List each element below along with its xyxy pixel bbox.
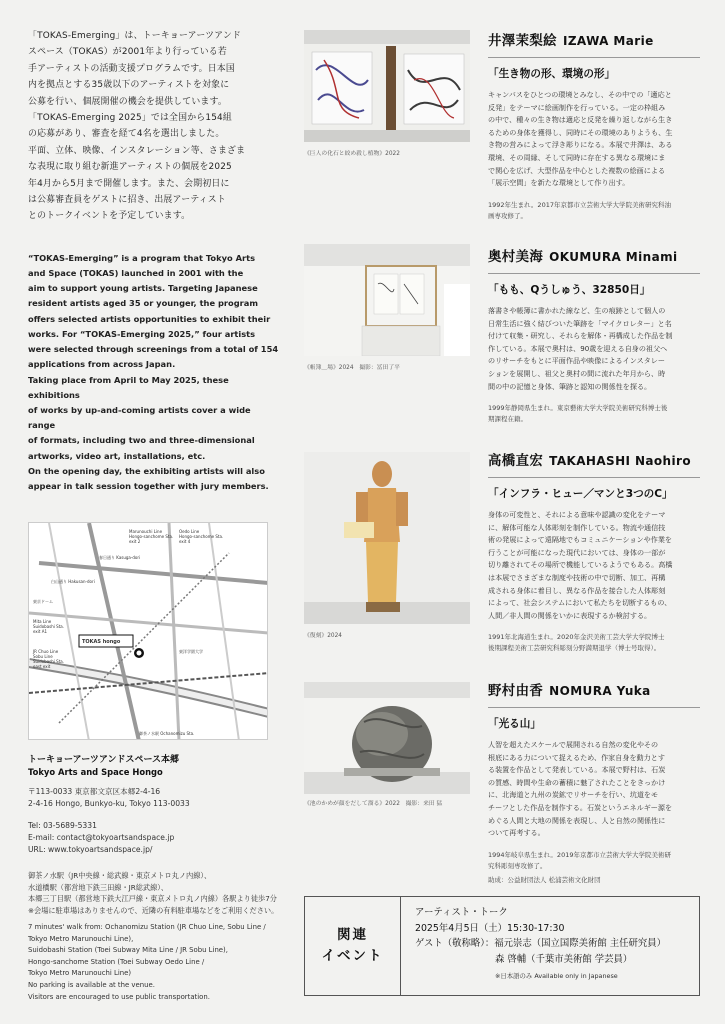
event-label-line1: 関連 <box>337 927 368 943</box>
artist-bio: 1999年静岡県生まれ。東京藝術大学大学院美術研究科博士後 期課程在籍。 <box>488 404 668 424</box>
intro-en-paragraph-1: “TOKAS-Emerging” is a program that Tokyo Arts and Space (TOKAS) launched in 2001 with the aim to support young artists. Targeting Japanese resident artists aged 35 or younger, the program offers selected artists opportunities to exhibit their works. For “TOKAS-Emerging 2025,” four artists were selected through screenings from a total of 154 applications from across Japan. <box>28 252 279 370</box>
artist-name <box>488 450 700 469</box>
event-datetime: 2025年4月5日（土）15:30-17:30 <box>415 922 565 934</box>
artist-name-en: OKUMURA Minami <box>549 250 678 264</box>
divider <box>488 57 700 58</box>
artist-name-en: TAKAHASHI Naohiro <box>549 454 691 468</box>
event-label-line2: イベント <box>321 948 384 964</box>
intro-japanese <box>28 28 280 225</box>
exhibition-title: 「光る山」 <box>488 718 541 730</box>
exhibition-title: 「生き物の形、環境の形」 <box>488 68 616 80</box>
artist-name-jp: 高橋直宏 <box>488 454 544 469</box>
divider <box>488 273 700 274</box>
caption-takahashi: 《復刻》2024 <box>304 633 342 639</box>
exhibition-title: 「もも、Qうしゅう、32850日」 <box>488 284 651 296</box>
artwork-photo-takahashi <box>304 452 470 624</box>
event-guest-1: ゲスト（敬称略）：福元崇志（国立国際美術館 主任研究員） <box>415 938 667 949</box>
venue-name-jp: トーキョーアーツアンドスペース本郷 <box>28 755 180 765</box>
intro-jp-paragraph-1: 「TOKAS-Emerging」は、トーキョーアーツアンド スペース（TOKAS）が2001年より行っている若 手アーティストの活動支援プログラムです。日本国 内を拠点とする35歳以下のアーティストを対象に 公募を行い、個展開催の機会を提供しています。 <box>28 31 242 107</box>
map-label-kasuga: 春日通り Kasuga-dori <box>99 555 141 560</box>
map-graphic <box>29 523 268 740</box>
artist-name-jp: 野村由香 <box>488 684 544 699</box>
caption-izawa: 《巨人の化石と絞め殺し植物》2022 <box>304 151 400 157</box>
intro-english <box>28 251 280 494</box>
artwork-photo-izawa <box>304 30 470 142</box>
map-label-mita: Mita Line Suidobashi Sta. exit A1 <box>33 619 64 634</box>
artist-izawa <box>488 30 700 222</box>
artist-name-en: IZAWA Marie <box>562 34 654 48</box>
artist-name-en: NOMURA Yuka <box>549 684 651 698</box>
artist-nomura <box>488 680 700 884</box>
map-label-ochanomizu: 御茶ノ水駅 Ochanomizu Sta. <box>139 731 195 736</box>
map-label-hakusan: 白山通り Hakusan-dori <box>51 579 95 584</box>
intro-column <box>28 28 280 494</box>
venue-name-en: Tokyo Arts and Space Hongo <box>28 767 163 777</box>
artist-description: 落書きや帳簿に書かれた線など、生の痕跡として個人の 日常生活に強く結びついた筆跡を「マイクロレター」と名 付けて収集・研究し、それらを解体・再構成した作品を制 作している。本展で奥村は、90歳を迎える自身の祖父へ のリサーチをもとに平面作品や映像によるインスタレー ションを展開し、祖父と奥村の間に流れた年月から、時 間の中の記憶と身体、筆跡と認知の関係性を探る。 <box>488 306 673 391</box>
venue-address: 〒113-0033 東京都文京区本郷2-4-16 2-4-16 Hongo, Bunkyo-ku, Tokyo 113-0033 <box>28 787 190 808</box>
artist-name-jp: 奥村美海 <box>488 250 544 265</box>
venue-contact[interactable]: Tel: 03-5689-5331 E-mail: contact@tokyoartsandspace.jp URL: www.tokyoartsandspace.jp/ <box>28 821 175 854</box>
access-en: 7 minutes' walk from: Ochanomizu Station (JR Chuo Line, Sobu Line / Tokyo Metro Marunouchi Line), Suidobashi Station (Toei Subway Mita Line / JR Sobu Line), Hongo-sanchome Station (Toei Subway Oedo Line / Tokyo Metro Marunouchi Line) No parking is available at the venue. Visitors are encouraged to use public transportation. <box>28 923 266 1001</box>
artist-bio: 1994年岐阜県生まれ。2019年京都市立芸術大学大学院美術研 究科彫刻専攻修了。 <box>488 850 671 870</box>
grant-credit: 助成：公益財団法人 松浦芸術文化財団 <box>488 875 601 884</box>
artist-name <box>488 680 700 699</box>
event-language-note: ※日本語のみ Available only in Japanese <box>495 972 618 980</box>
map-label-marunouchi: Marunouchi Line Hongo-sanchome Sta. exit 2 <box>129 529 174 544</box>
related-event-box <box>304 896 700 996</box>
event-guest-2: 森 啓輔（千葉市美術館 学芸員） <box>495 953 633 965</box>
caption-okumura: 《帳簿＿場》2024 撮影：冨田了平 <box>304 365 400 371</box>
artist-description: 人智を超えたスケールで展開される自然の変化やその 根底にある力について捉えるため、作家自身を動力とす る装置を作品として発表している。本展で野村は、石炭 の質感、時間や生命の蓄積に魅了されたことをきっかけ に、北海道と九州の炭鉱でリサーチを行い、坑道をモ チーフとした作品を制作する。石炭というエネルギー源を めぐる人間と大地の関係を表現し、人と自然の関係性に ついて再考する。 <box>488 740 673 838</box>
map-label-jr: JR Chuo Line Sobu Line Suidobashi Sta. east exit <box>33 649 64 669</box>
artist-name-jp: 井澤茉梨絵 <box>488 34 557 49</box>
artist-name <box>488 246 700 265</box>
caption-nomura: 《池のかめが顔をだして溜る》2022 撮影：来田 猛 <box>304 801 443 807</box>
divider <box>488 707 700 708</box>
access-map <box>28 522 268 740</box>
event-label <box>305 897 401 995</box>
access-jp: 御茶ノ水駅（JR中央線・総武線・東京メトロ丸ノ内線）、 水道橋駅（都営地下鉄三田線・JR総武線）、 本郷三丁目駅（都営地下鉄大江戸線・東京メトロ丸ノ内線）各駅より徒歩7分 ※会場に駐車場はありませんので、近隣の有料駐車場などをご利用ください。 <box>28 871 279 915</box>
map-label-dome: 東京ドーム <box>33 599 53 604</box>
artist-description: キャンバスをひとつの環境とみなし、その中での「適応と 反発」をテーマに絵画制作を行っている。一定の枠組み の中で、種々の生き物は適応と反発を繰り返しながら生き るための身体を獲得し、同時にその環境のありようも、生 き物の営みによって浮き彫りになる。本展で井澤は、ある 環境、その周縁、そして同時に存在する異なる環境にま で関心を広げ、大型作品を中心とした複数の絵画による 「展示空間」を新たな環境として作り出す。 <box>488 90 673 188</box>
map-label-toyo: 東洋学園大学 <box>179 649 203 654</box>
artist-takahashi <box>488 450 700 654</box>
artist-name <box>488 30 700 49</box>
event-content <box>415 905 699 985</box>
exhibition-title: 「インフラ・ヒュー／マンと3つのC」 <box>488 488 673 500</box>
artwork-photo-okumura <box>304 244 470 356</box>
artwork-photo-nomura <box>304 682 470 794</box>
artist-bio: 1991年北海道生まれ。2020年金沢美術工芸大学大学院博士 後期課程美術工芸研究科彫刻分野満期退学（博士号取得）。 <box>488 633 665 653</box>
map-label-oedo: Oedo Line Hongo-sanchome Sta. exit 4 <box>179 529 224 544</box>
artist-okumura <box>488 246 700 425</box>
artist-bio: 1992年生まれ。2017年京都市立芸術大学大学院美術研究科油 画専攻修了。 <box>488 200 671 220</box>
venue-info <box>28 754 288 866</box>
venue-label: TOKAS hongo <box>82 639 121 645</box>
divider <box>488 477 700 478</box>
intro-jp-paragraph-2: 「TOKAS-Emerging 2025」では全国から154組 の応募があり、審査を経て4名を選出しました。 平面、立体、映像、インスタレーション等、さまざま な表現に取り組む新進アーティストの個展を2025 年4月から5月まで開催します。また、会期初日に は公募審査員をゲストに招き、出展アーティスト とのトークイベントを予定しています。 <box>28 113 246 222</box>
intro-en-paragraph-3: On the opening day, the exhibiting artists will also appear in talk session together with jury members. <box>28 465 269 491</box>
artist-description: 身体の可変性と、それによる意味や認識の変化をテーマ に、解体可能な人体彫刻を制作している。物流や通信技 術の発展によって遠隔地でもコミュニケーションや作業を 行うことが可能になった現代においては、身体の一部が 切り離されてその場所で機能しているようでもある。高橋 は本展でさまざまな制度や技術の中で切断、加工、再構 成される身体に着目し、異なる作品を接合した人体彫刻 によって、社会システムにおいて私たちを切断するもの、 人間／非人間の関係をいかに表現するか検討する。 <box>488 510 673 620</box>
intro-en-paragraph-2: Taking place from April to May 2025, these exhibitions of works by up-and-coming artists cover a wide range of formats, including two and three-dimensional artworks, video art, installations, etc. <box>28 374 255 461</box>
event-heading: アーティスト・トーク <box>415 907 508 918</box>
